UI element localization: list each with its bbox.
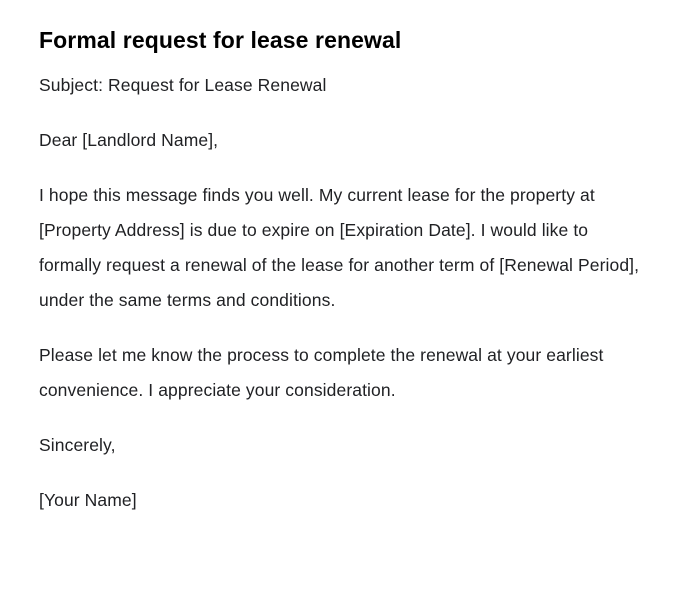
- closing: Sincerely,: [39, 435, 116, 455]
- body-paragraph: I hope this message finds you well. My current lease for the property at [Property Address] is due to expire on [Expiration Date]. I would like to formally request a renewal of the lease for another term of [Renewal Period], under the same terms and conditions.: [39, 185, 640, 310]
- salutation: Dear [Landlord Name],: [39, 130, 219, 150]
- signature: [Your Name]: [39, 490, 137, 510]
- subject-line: Subject: Request for Lease Renewal: [39, 75, 327, 95]
- body-paragraph: Please let me know the process to complete the renewal at your earliest convenience. I appreciate your consideration.: [39, 345, 604, 400]
- page-title: Formal request for lease renewal: [39, 27, 402, 53]
